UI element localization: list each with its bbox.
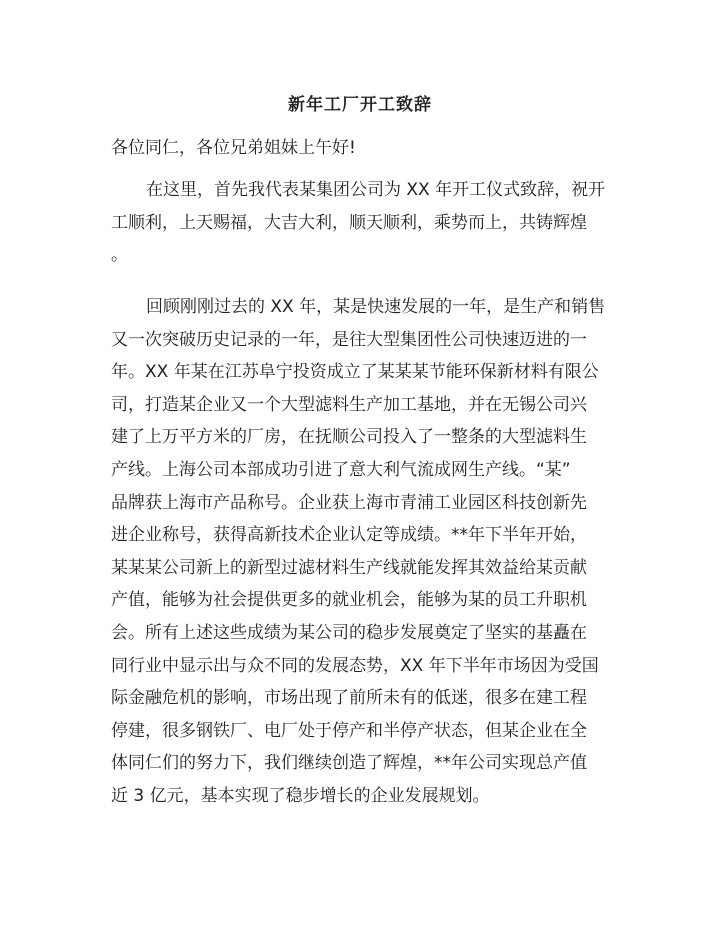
paragraph-line: 司，打造某企业又一个大型滤料生产加工基地，并在无锡公司兴 xyxy=(111,394,587,415)
paragraph-line: 年。XX 年某在江苏阜宁投资成立了某某某节能环保新材料有限公 xyxy=(111,362,599,383)
paragraph-line: 停建，很多钢铁厂、电厂处于停产和半停产状态，但某企业在全 xyxy=(111,720,587,741)
paragraph-line: 工顺利，上天赐福，大吉大利，顺天顺利，乘势而上，共铸辉煌 xyxy=(111,212,587,233)
paragraph-review xyxy=(111,291,631,813)
paragraph-line: 产值，能够为社会提供更多的就业机会，能够为某的员工升职机 xyxy=(111,590,587,611)
paragraph-line: 建了上万平方米的厂房，在抚顺公司投入了一整条的大型滤料生 xyxy=(111,427,587,448)
paragraph-line: 体同仁们的努力下，我们继续创造了辉煌，**年公司实现总产值 xyxy=(111,753,587,774)
paragraph-line: 会。所有上述这些成绩为某公司的稳步发展奠定了坚实的基矗在 xyxy=(111,622,587,643)
paragraph-line: 际金融危机的影响，市场出现了前所未有的低迷，很多在建工程 xyxy=(111,688,587,709)
paragraph-line: 。 xyxy=(111,245,128,266)
paragraph-line: 进企业称号，获得高新技术企业认定等成绩。**年下半年开始， xyxy=(111,525,587,546)
document-title: 新年工厂开工致辞 xyxy=(288,95,432,115)
paragraph-line: 在这里，首先我代表某集团公司为 XX 年开工仪式致辞，祝开 xyxy=(146,180,606,200)
paragraph-line: 同行业中显示出与众不同的发展态势，XX 年下半年市场因为受国 xyxy=(111,655,599,676)
salutation-line: 各位同仁，各位兄弟姐妹上午好! xyxy=(111,138,356,158)
paragraph-line: 近 3 亿元，基本实现了稳步增长的企业发展规划。 xyxy=(111,785,490,806)
paragraph-line: 回顾刚刚过去的 XX 年，某是快速发展的一年，是生产和销售 xyxy=(146,297,606,317)
paragraph-line: 又一次突破历史记录的一年，是往大型集团性公司快速迈进的一 xyxy=(111,329,587,350)
paragraph-opening xyxy=(111,174,631,272)
paragraph-line: 品牌获上海市产品称号。企业获上海市青浦工业园区科技创新先 xyxy=(111,492,587,513)
paragraph-line: 某某某公司新上的新型过滤材料生产线就能发挥其效益给某贡献 xyxy=(111,557,587,578)
paragraph-line: 产线。上海公司本部成功引进了意大利气流成网生产线。“某” xyxy=(111,459,571,480)
